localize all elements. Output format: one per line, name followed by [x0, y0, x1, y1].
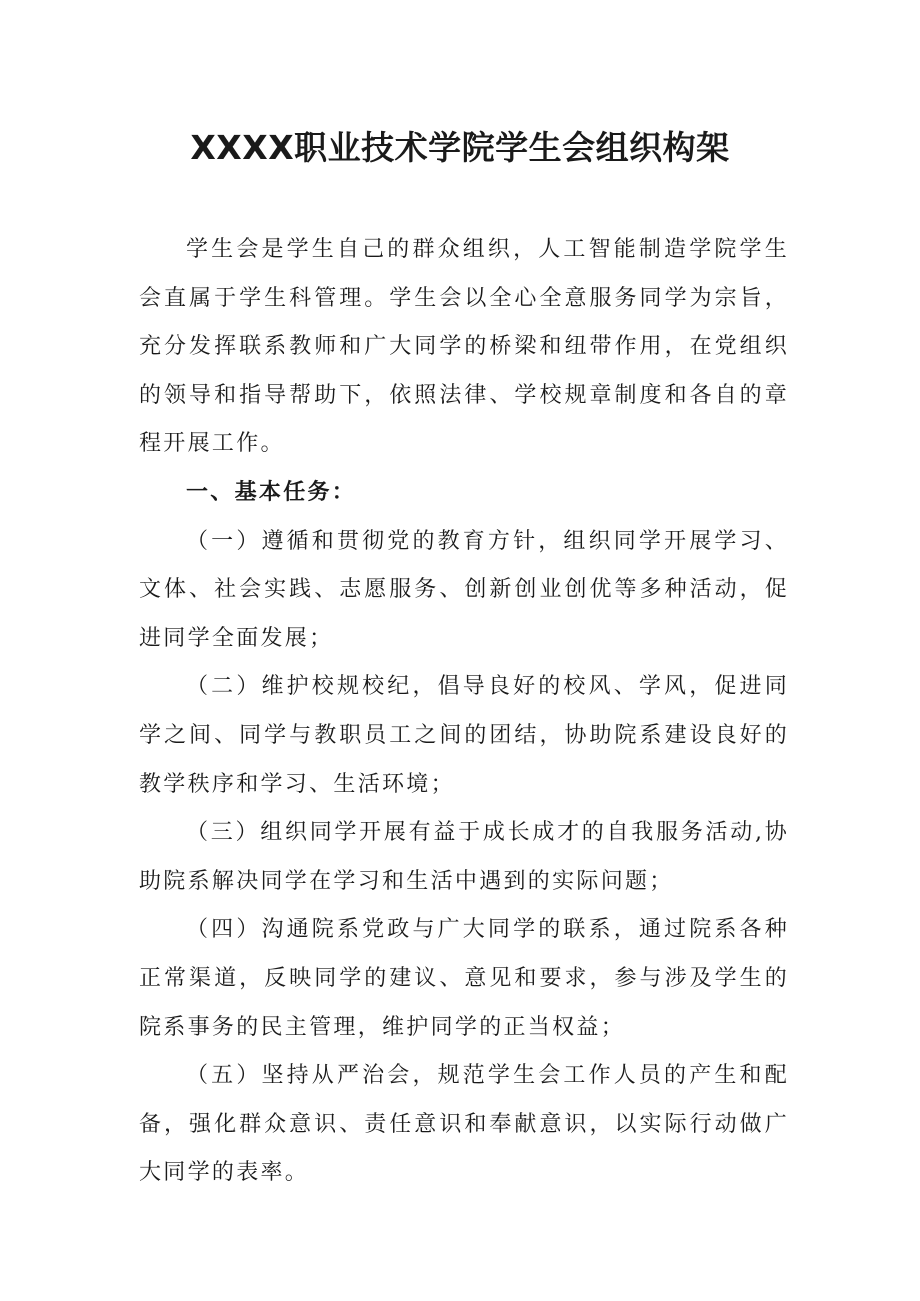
task-item-4: （四）沟通院系党政与广大同学的联系，通过院系各种正常渠道，反映同学的建议、意见和要求，参与涉及学生的院系事务的民主管理，维护同学的正当权益；	[139, 917, 789, 1040]
intro-paragraph: 学生会是学生自己的群众组织，人工智能制造学院学生会直属于学生科管理。学生会以全心全意服务同学为宗旨，充分发挥联系教师和广大同学的桥梁和纽带作用，在党组织的领导和指导帮助下，依照法律、学校规章制度和各自的章程开展工作。	[139, 237, 789, 457]
document-title: XXXX职业技术学院学生会组织构架	[190, 128, 730, 167]
task-item-3: （三）组织同学开展有益于成长成才的自我服务活动,协助院系解决同学在学习和生活中遇到的实际问题；	[139, 820, 789, 894]
section-heading: 一、基本任务：	[186, 479, 357, 505]
task-item-5: （五）坚持从严治会，规范学生会工作人员的产生和配备，强化群众意识、责任意识和奉献意识，以实际行动做广大同学的表率。	[139, 1063, 789, 1186]
document-body	[139, 226, 789, 1198]
task-item-1: （一）遵循和贯彻党的教育方针，组织同学开展学习、文体、社会实践、志愿服务、创新创业创优等多种活动，促进同学全面发展；	[139, 528, 789, 651]
task-item-2: （二）维护校规校纪，倡导良好的校风、学风，促进同学之间、同学与教职员工之间的团结，协助院系建设良好的教学秩序和学习、生活环境；	[139, 674, 789, 797]
